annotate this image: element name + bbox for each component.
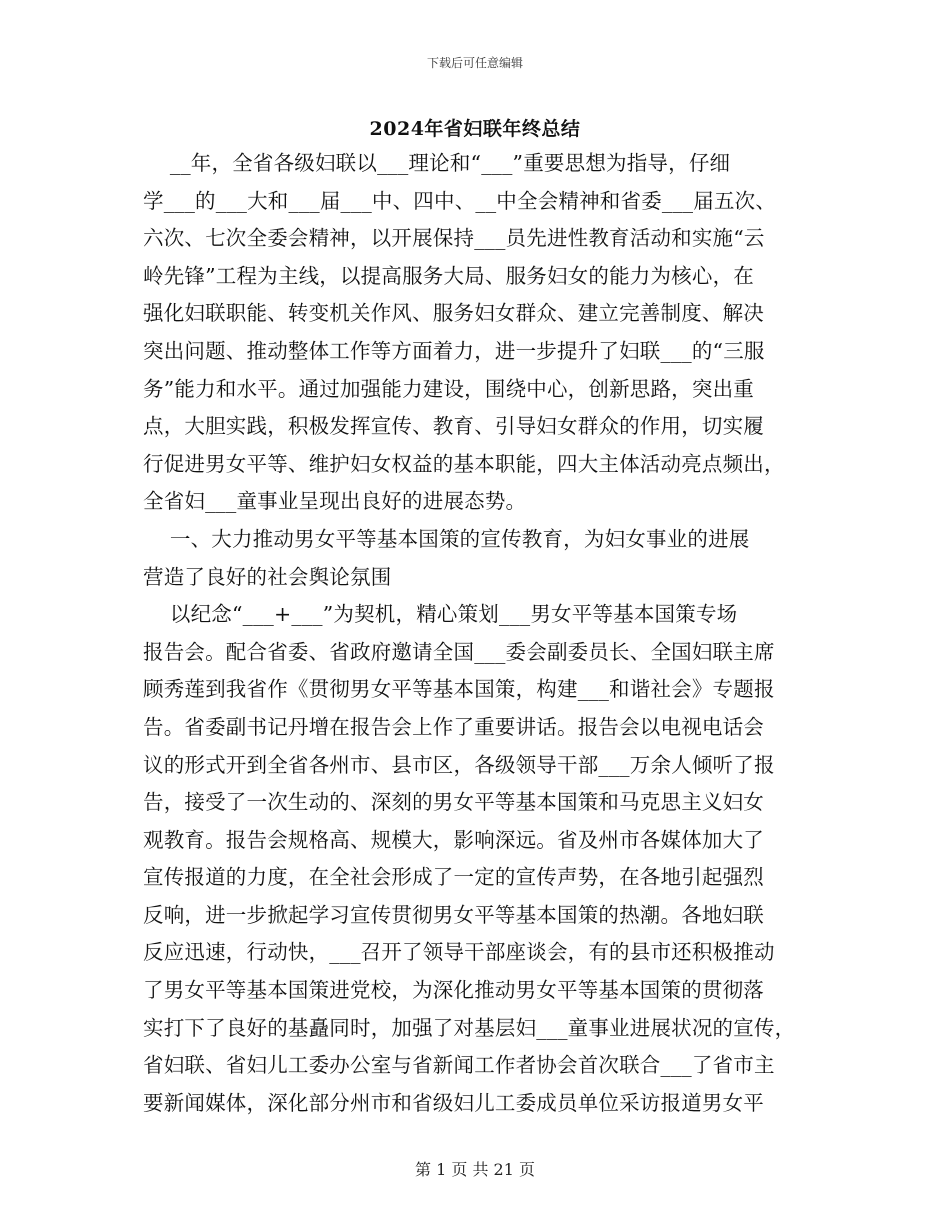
body-line: 观教育。报告会规格高、规模大，影响深远。省及州市各媒体加大了	[143, 827, 764, 852]
body-line: 一、大力推动男女平等基本国策的宣传教育，为妇女事业的进展	[143, 526, 750, 551]
body-line: 告。省委副书记丹增在报告会上作了重要讲话。报告会以电视电话会	[143, 714, 764, 739]
body-line: 报告会。配合省委、省政府邀请全国___委会副委员长、全国妇联主席	[143, 639, 775, 664]
body-line: 实打下了良好的基矗同时，加强了对基层妇___童事业进展状况的宣传，	[143, 1015, 796, 1040]
body-line: 反响，进一步掀起学习宣传贯彻男女平等基本国策的热潮。各地妇联	[143, 902, 764, 927]
page-footer: 第 1 页 共 21 页	[415, 1160, 535, 1179]
body-line: 宣传报道的力度，在全社会形成了一定的宣传声势，在各地引起强烈	[143, 865, 764, 890]
body-line: 点，大胆实践，积极发挥宣传、教育、引导妇女群众的作用，切实履	[143, 414, 764, 439]
body-line: 顾秀莲到我省作《贯彻男女平等基本国策，构建___和谐社会》专题报	[143, 677, 775, 702]
body-line: 营造了良好的社会舆论氛围	[143, 564, 392, 589]
body-line: 告，接受了一次生动的、深刻的男女平等基本国策和马克思主义妇女	[143, 790, 764, 815]
body-line: 岭先锋”工程为主线，以提高服务大局、服务妇女的能力为核心，在	[143, 263, 754, 288]
document-body	[143, 145, 811, 1122]
body-line: 了男女平等基本国策进党校，为深化推动男女平等基本国策的贯彻落	[143, 978, 764, 1003]
body-line: 反应迅速，行动快，___召开了领导干部座谈会，有的县市还积极推动	[143, 940, 775, 965]
body-line: __年，全省各级妇联以___理论和“___”重要思想为指导，仔细	[143, 151, 731, 175]
body-line: 学___的___大和___届___中、四中、__中全会精神和省委___届五次、	[143, 188, 777, 213]
body-line: 省妇联、省妇儿工委办公室与省新闻工作者协会首次联合___了省市主	[143, 1053, 775, 1078]
body-line: 六次、七次全委会精神，以开展保持___员先进性教育活动和实施“云	[143, 226, 765, 251]
body-line: 务”能力和水平。通过加强能力建设，围绕中心，创新思路，突出重	[143, 376, 754, 401]
body-line: 以纪念“___+___”为契机，精心策划___男女平等基本国策专场	[143, 602, 738, 627]
body-line: 强化妇联职能、转变机关作风、服务妇女群众、建立完善制度、解决	[143, 301, 764, 326]
document-title: 2024年省妇联年终总结	[369, 118, 581, 140]
page-header: 下载后可任意编辑	[426, 56, 523, 70]
body-line: 行促进男女平等、维护妇女权益的基本职能，四大主体活动亮点频出，	[143, 451, 785, 476]
body-line: 要新闻媒体，深化部分州市和省级妇儿工委成员单位采访报道男女平	[143, 1090, 764, 1115]
body-line: 全省妇___童事业呈现出良好的进展态势。	[143, 489, 527, 514]
body-line: 突出问题、推动整体工作等方面着力，进一步提升了妇联___的“三服	[143, 338, 765, 363]
body-line: 议的形式开到全省各州市、县市区，各级领导干部___万余人倾听了报	[143, 752, 775, 777]
